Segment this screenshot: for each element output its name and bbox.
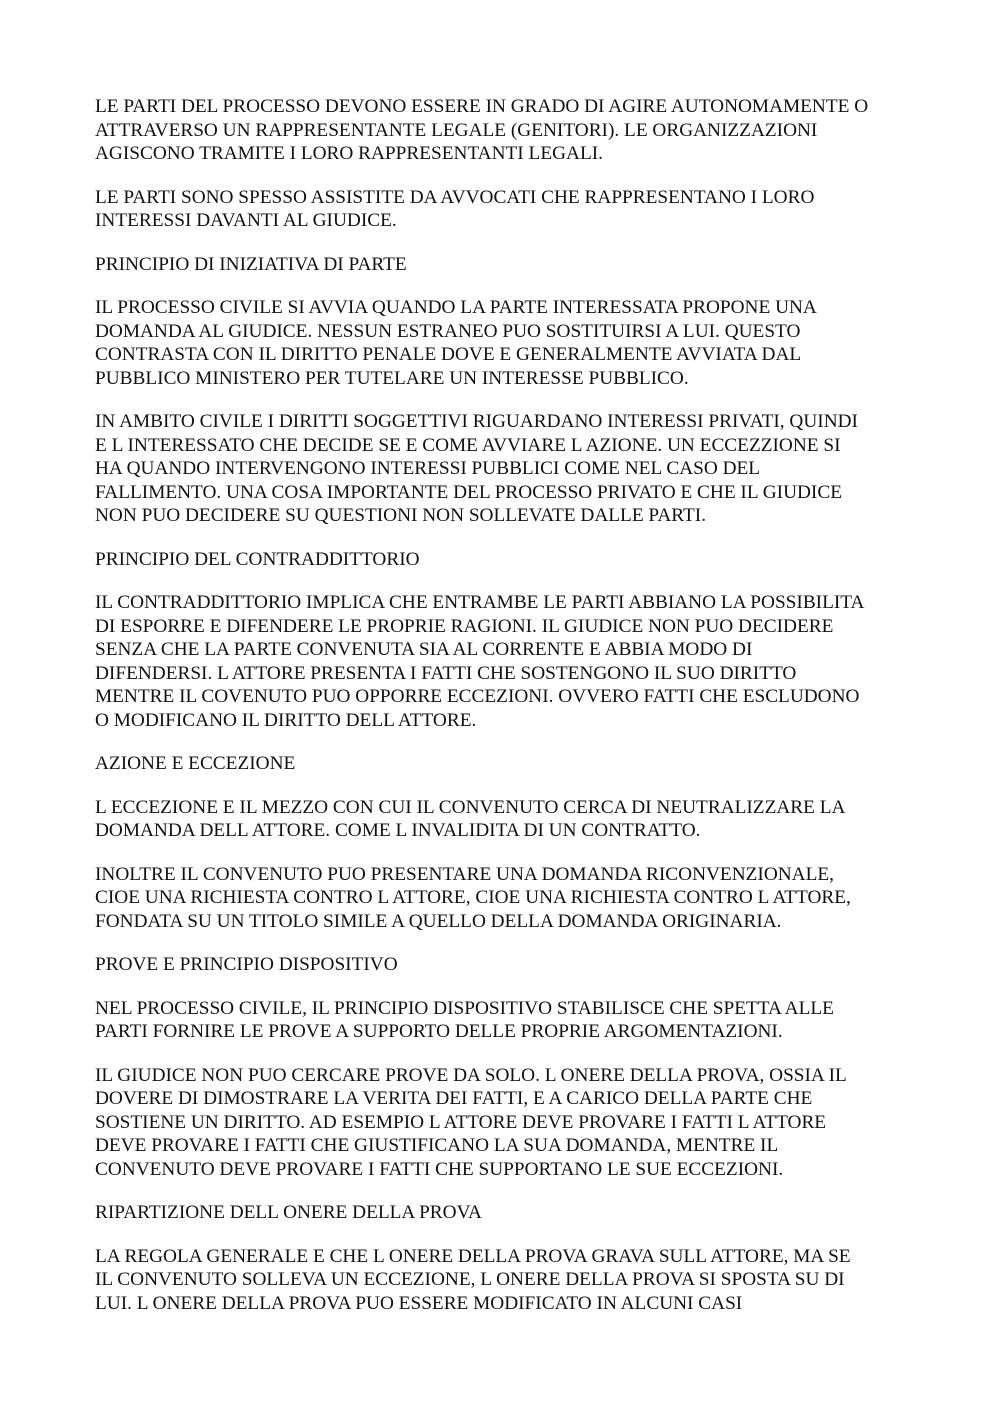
section-heading bbox=[95, 253, 915, 277]
body-paragraph bbox=[95, 186, 915, 233]
section-heading bbox=[95, 953, 915, 977]
section-heading bbox=[95, 752, 915, 776]
paragraph-line: O MODIFICANO IL DIRITTO DELL ATTORE. bbox=[95, 709, 477, 731]
body-paragraph bbox=[95, 95, 915, 166]
paragraph-line: NON PUO DECIDERE SU QUESTIONI NON SOLLEVATE DALLE PARTI. bbox=[95, 505, 707, 526]
paragraph-line: CONVENUTO DEVE PROVARE I FATTI CHE SUPPORTANO LE SUE ECCEZIONI. bbox=[95, 1158, 784, 1180]
paragraph-line: DIFENDERSI. L ATTORE PRESENTA I FATTI CHE SOSTENGONO IL SUO DIRITTO bbox=[95, 662, 797, 684]
section-heading bbox=[95, 548, 915, 572]
paragraph-line: NEL PROCESSO CIVILE, IL PRINCIPIO DISPOSITIVO STABILISCE CHE SPETTA ALLE bbox=[95, 997, 834, 1019]
paragraph-line: DOVERE DI DIMOSTRARE LA VERITA DEI FATTI, E A CARICO DELLA PARTE CHE bbox=[95, 1088, 813, 1109]
heading-text: AZIONE E ECCEZIONE bbox=[95, 753, 296, 774]
paragraph-line: DEVE PROVARE I FATTI CHE GIUSTIFICANO LA SUA DOMANDA, MENTRE IL bbox=[95, 1135, 779, 1156]
paragraph-line: DOMANDA AL GIUDICE. NESSUN ESTRANEO PUO SOSTITUIRSI A LUI. QUESTO bbox=[95, 320, 801, 342]
body-paragraph bbox=[95, 296, 915, 390]
paragraph-line: SOSTIENE UN DIRITTO. AD ESEMPIO L ATTORE DEVE PROVARE I FATTI L ATTORE bbox=[95, 1111, 827, 1133]
paragraph-line: IL PROCESSO CIVILE SI AVVIA QUANDO LA PARTE INTERESSATA PROPONE UNA bbox=[95, 297, 817, 318]
heading-text: PRINCIPIO DEL CONTRADDITTORIO bbox=[95, 548, 420, 570]
document-page bbox=[95, 95, 915, 1335]
paragraph-line: IL CONTRADDITTORIO IMPLICA CHE ENTRAMBE LE PARTI ABBIANO LA POSSIBILITA bbox=[95, 592, 865, 613]
paragraph-line: MENTRE IL COVENUTO PUO OPPORRE ECCEZIONI. OVVERO FATTI CHE ESCLUDONO bbox=[95, 686, 860, 707]
paragraph-line: E L INTERESSATO CHE DECIDE SE E COME AVVIARE L AZIONE. UN ECCEZZIONE SI bbox=[95, 434, 841, 456]
paragraph-line: INOLTRE IL CONVENUTO PUO PRESENTARE UNA DOMANDA RICONVENZIONALE, bbox=[95, 863, 834, 885]
paragraph-line: SENZA CHE LA PARTE CONVENUTA SIA AL CORRENTE E ABBIA MODO DI bbox=[95, 639, 753, 660]
paragraph-line: L ECCEZIONE E IL MEZZO CON CUI IL CONVENUTO CERCA DI NEUTRALIZZARE LA bbox=[95, 796, 846, 818]
section-heading bbox=[95, 1201, 915, 1225]
paragraph-line: INTERESSI DAVANTI AL GIUDICE. bbox=[95, 210, 397, 231]
paragraph-line: AGISCONO TRAMITE I LORO RAPPRESENTANTI LEGALI. bbox=[95, 143, 603, 164]
paragraph-line: DI ESPORRE E DIFENDERE LE PROPRIE RAGIONI. IL GIUDICE NON PUO DECIDERE bbox=[95, 615, 834, 637]
paragraph-line: FONDATA SU UN TITOLO SIMILE A QUELLO DELLA DOMANDA ORIGINARIA. bbox=[95, 910, 782, 932]
body-paragraph bbox=[95, 997, 915, 1044]
body-paragraph bbox=[95, 410, 915, 528]
paragraph-line: LE PARTI DEL PROCESSO DEVONO ESSERE IN GRADO DI AGIRE AUTONOMAMENTE O bbox=[95, 96, 869, 117]
heading-text: RIPARTIZIONE DELL ONERE DELLA PROVA bbox=[95, 1202, 482, 1223]
paragraph-line: CONTRASTA CON IL DIRITTO PENALE DOVE E GENERALMENTE AVVIATA DAL bbox=[95, 344, 802, 365]
body-paragraph bbox=[95, 591, 915, 732]
body-paragraph bbox=[95, 1245, 915, 1316]
paragraph-line: ATTRAVERSO UN RAPPRESENTANTE LEGALE (GENITORI). LE ORGANIZZAZIONI bbox=[95, 119, 818, 141]
paragraph-line: HA QUANDO INTERVENGONO INTERESSI PUBBLICI COME NEL CASO DEL bbox=[95, 458, 761, 479]
paragraph-line: FALLIMENTO. UNA COSA IMPORTANTE DEL PROCESSO PRIVATO E CHE IL GIUDICE bbox=[95, 481, 842, 503]
body-paragraph bbox=[95, 1064, 915, 1182]
paragraph-line: CIOE UNA RICHIESTA CONTRO L ATTORE, CIOE UNA RICHIESTA CONTRO L ATTORE, bbox=[95, 887, 851, 908]
paragraph-line: PUBBLICO MINISTERO PER TUTELARE UN INTERESSE PUBBLICO. bbox=[95, 367, 689, 389]
body-paragraph bbox=[95, 863, 915, 934]
paragraph-line: DOMANDA DELL ATTORE. COME L INVALIDITA DI UN CONTRATTO. bbox=[95, 820, 701, 841]
paragraph-line: IN AMBITO CIVILE I DIRITTI SOGGETTIVI RIGUARDANO INTERESSI PRIVATI, QUINDI bbox=[95, 411, 858, 432]
paragraph-line: LUI. L ONERE DELLA PROVA PUO ESSERE MODIFICATO IN ALCUNI CASI bbox=[95, 1292, 743, 1314]
heading-text: PROVE E PRINCIPIO DISPOSITIVO bbox=[95, 954, 398, 975]
paragraph-line: PARTI FORNIRE LE PROVE A SUPPORTO DELLE PROPRIE ARGOMENTAZIONI. bbox=[95, 1021, 783, 1042]
paragraph-line: LA REGOLA GENERALE E CHE L ONERE DELLA PROVA GRAVA SULL ATTORE, MA SE bbox=[95, 1245, 851, 1267]
paragraph-line: IL CONVENUTO SOLLEVA UN ECCEZIONE, L ONERE DELLA PROVA SI SPOSTA SU DI bbox=[95, 1269, 845, 1290]
heading-text: PRINCIPIO DI INIZIATIVA DI PARTE bbox=[95, 253, 407, 275]
paragraph-line: LE PARTI SONO SPESSO ASSISTITE DA AVVOCATI CHE RAPPRESENTANO I LORO bbox=[95, 186, 815, 208]
body-paragraph bbox=[95, 796, 915, 843]
paragraph-line: IL GIUDICE NON PUO CERCARE PROVE DA SOLO. L ONERE DELLA PROVA, OSSIA IL bbox=[95, 1064, 847, 1086]
